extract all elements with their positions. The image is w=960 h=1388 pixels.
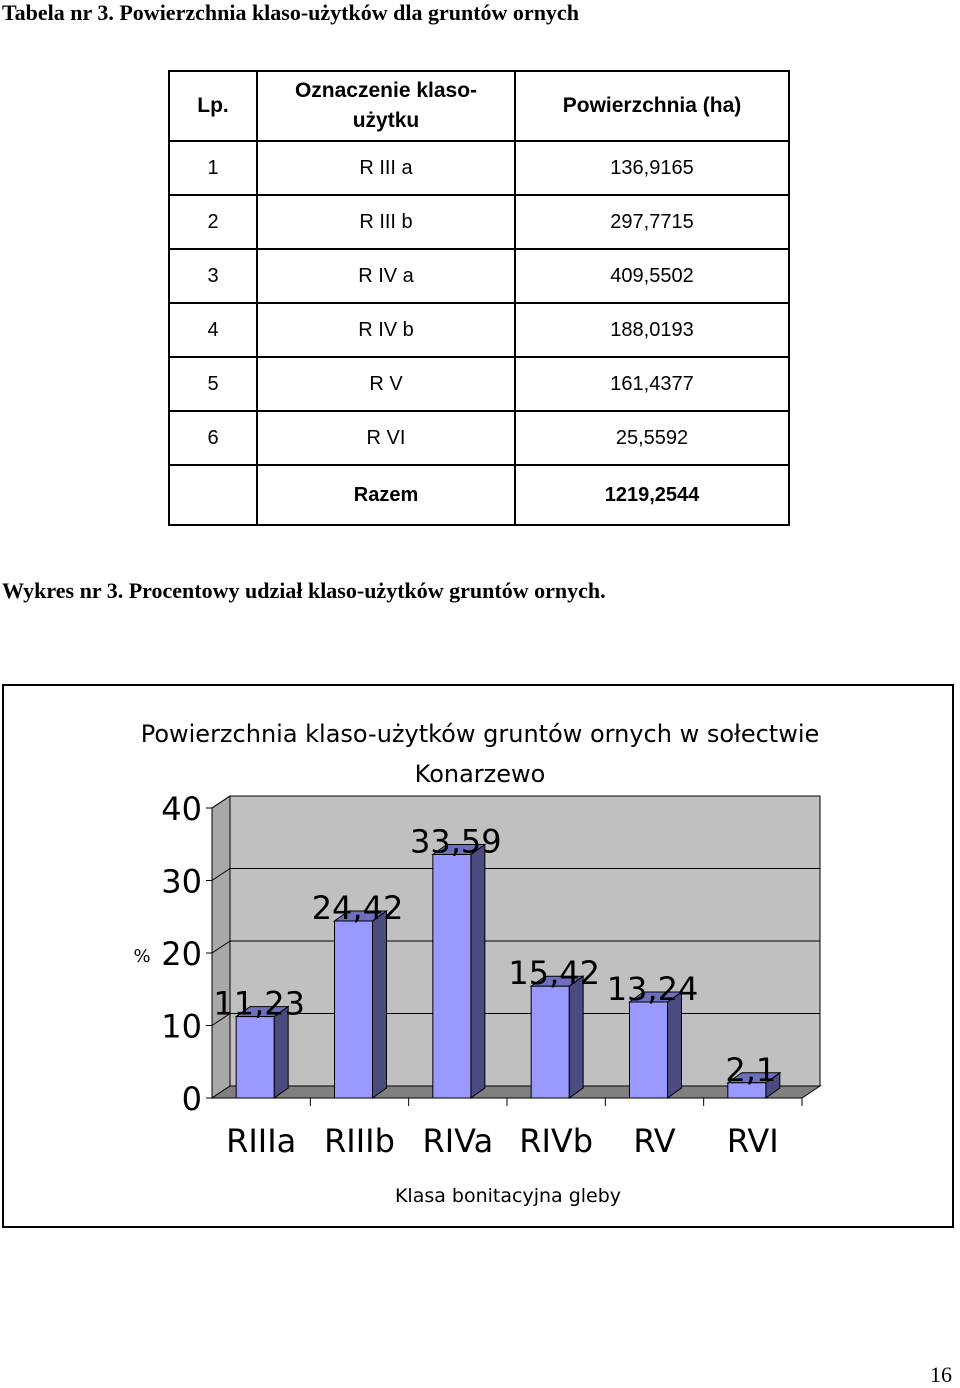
cell-lp: 1 — [169, 141, 257, 195]
table-total-row — [169, 465, 789, 525]
cell-area: 161,4377 — [515, 357, 789, 411]
cell-class: R IV b — [257, 303, 515, 357]
cell-lp: 2 — [169, 195, 257, 249]
cell-area: 25,5592 — [515, 411, 789, 465]
cell-lp: 3 — [169, 249, 257, 303]
table-header-row — [169, 71, 789, 141]
bar — [433, 854, 471, 1098]
bar — [630, 1002, 668, 1098]
chart-title-line2: Konarzewo — [414, 760, 546, 788]
table-row — [169, 303, 789, 357]
bar — [335, 921, 373, 1098]
cell-total-label: Razem — [257, 465, 515, 525]
bar-side — [373, 911, 387, 1098]
data-label: 2,1 — [725, 1050, 777, 1089]
header-area: Powierzchnia (ha) — [515, 71, 789, 141]
header-lp: Lp. — [169, 71, 257, 141]
table-row — [169, 411, 789, 465]
header-class — [257, 71, 515, 141]
x-tick-label: RIIIa — [226, 1122, 297, 1160]
cell-class: R V — [257, 357, 515, 411]
table-row — [169, 141, 789, 195]
cell-lp: 4 — [169, 303, 257, 357]
y-tick-label: 20 — [161, 935, 202, 973]
table-row — [169, 195, 789, 249]
x-tick-label: RIIIb — [324, 1122, 395, 1160]
data-label: 13,24 — [606, 970, 699, 1009]
data-label: 11,23 — [213, 984, 305, 1023]
bar-chart — [4, 686, 952, 1226]
table-row — [169, 249, 789, 303]
header-class-line1: Oznaczenie klaso- — [294, 79, 478, 102]
data-label: 15,42 — [508, 954, 600, 993]
chart-frame — [2, 684, 954, 1228]
bar-side — [471, 844, 485, 1098]
x-axis-label: Klasa bonitacyjna gleby — [394, 1185, 622, 1207]
x-tick-label: RV — [633, 1122, 676, 1160]
cell-area: 136,9165 — [515, 141, 789, 195]
y-tick-label: 30 — [161, 862, 202, 901]
cell-class: R III b — [257, 195, 515, 249]
data-label: 33,59 — [410, 822, 502, 861]
cell-class: R IV a — [257, 249, 515, 303]
chart-heading: Wykres nr 3. Procentowy udział klaso-użytków gruntów ornych. — [2, 578, 606, 603]
y-tick-label: 40 — [161, 790, 202, 828]
y-axis-label: % — [133, 946, 151, 967]
page-number: 16 — [930, 1362, 952, 1387]
data-label: 24,42 — [311, 888, 404, 927]
chart-title-line1: Powierzchnia klaso-użytków gruntów ornych w sołectwie — [140, 720, 820, 748]
cell-lp: 5 — [169, 357, 257, 411]
x-tick-label: RIVb — [519, 1122, 594, 1160]
cell-lp: 6 — [169, 411, 257, 465]
x-tick-label: RVI — [726, 1122, 779, 1160]
cell-lp-empty — [169, 465, 257, 525]
cell-area: 188,0193 — [515, 303, 789, 357]
cell-class: R III a — [257, 141, 515, 195]
header-class-line2: użytku — [352, 109, 420, 132]
x-tick-label: RIVa — [422, 1122, 494, 1160]
y-tick-label: 0 — [181, 1080, 202, 1118]
cell-class: R VI — [257, 411, 515, 465]
table-row — [169, 357, 789, 411]
cell-area: 297,7715 — [515, 195, 789, 249]
bar — [236, 1017, 274, 1098]
table-heading: Tabela nr 3. Powierzchnia klaso-użytków dla gruntów ornych — [2, 0, 579, 25]
land-class-table — [168, 70, 790, 526]
bar — [531, 986, 569, 1098]
bar-side — [569, 976, 583, 1098]
cell-area: 409,5502 — [515, 249, 789, 303]
cell-total-area: 1219,2544 — [515, 465, 789, 525]
y-tick-label: 10 — [161, 1007, 202, 1046]
